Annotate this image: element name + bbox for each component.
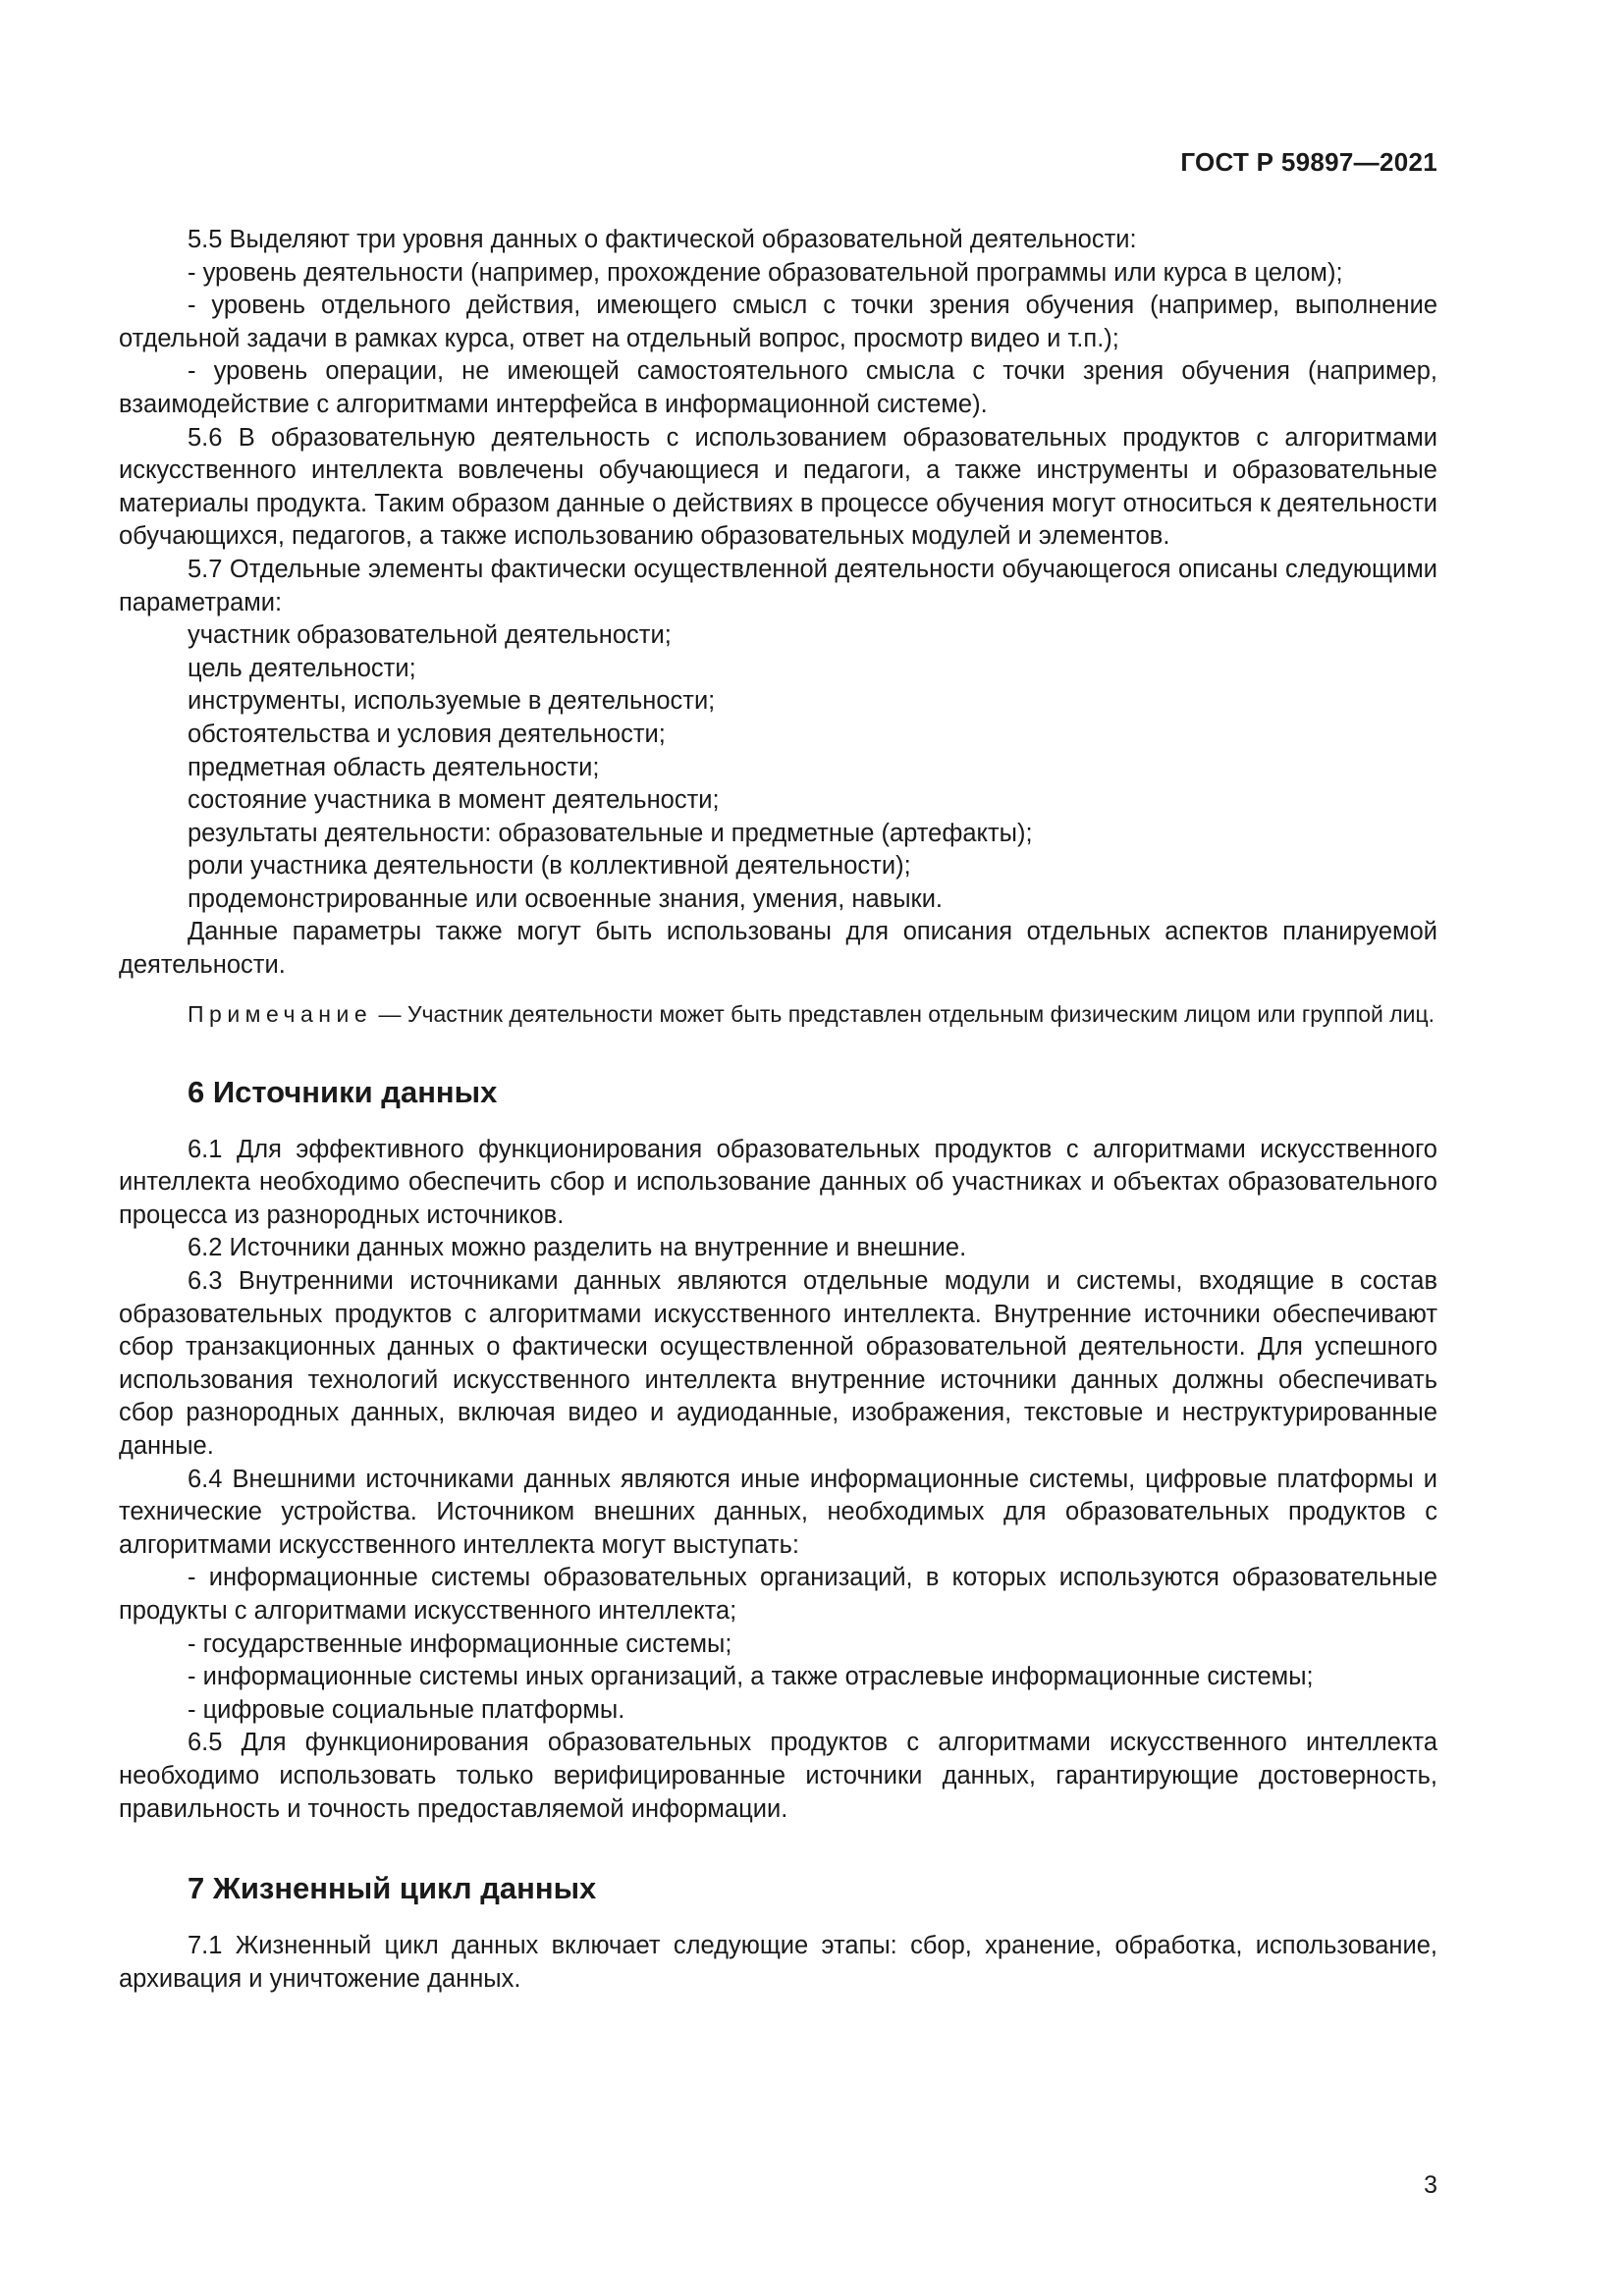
parameter-item: обстоятельства и условия деятельности;	[188, 720, 666, 748]
page-number: 3	[1424, 2171, 1437, 2199]
paragraph-5-6: 5.6 В образовательную деятельность с использованием образовательных продуктов с алгоритмами искусственного интеллекта вовлечены обучающиеся и педагоги, а также инструменты и образовательные материалы продукта. Таким образом данные о действиях в процессе обучения могут относиться к деятельности обучающихся, педагогов, а также использованию образовательных модулей и элементов.	[119, 423, 1437, 551]
paragraph-6-3: 6.3 Внутренними источниками данных являются отдельные модули и системы, входящие в состав образовательных продуктов с алгоритмами искусственного интеллекта. Внутренние источники обеспечивают сбор транзакционных данных о фактически осуществленной образовательной деятельности. Для успешного использования технологий искусственного интеллекта внутренние источники данных должны обеспечивать сбор разнородных данных, включая видео и аудиоданные, изображения, текстовые и неструктурированные данные.	[119, 1267, 1437, 1460]
note-text: — Участник деятельности может быть представлен отдельным физическим лицом или группой лиц.	[372, 1000, 1435, 1027]
page-content	[119, 224, 1437, 1996]
paragraph-5-5: 5.5 Выделяют три уровня данных о фактической образовательной деятельности:	[188, 226, 1137, 253]
section-7-title: 7 Жизненный цикл данных	[188, 1871, 597, 1906]
document-code: ГОСТ Р 59897—2021	[1180, 147, 1437, 177]
paragraph-5-7: 5.7 Отдельные элементы фактически осуществленной деятельности обучающегося описаны следующими параметрами:	[119, 555, 1437, 616]
list-item: - государственные информационные системы;	[188, 1629, 732, 1658]
paragraph-6-1: 6.1 Для эффективного функционирования образовательных продуктов с алгоритмами искусственного интеллекта необходимо обеспечить сбор и использование данных об участниках и объектах образовательного процесса из разнородных источников.	[119, 1135, 1437, 1229]
parameter-item: продемонстрированные или освоенные знания, умения, навыки.	[188, 884, 944, 913]
parameter-item: участник образовательной деятельности;	[188, 621, 672, 650]
parameter-item: цель деятельности;	[188, 654, 416, 682]
list-item: - уровень отдельного действия, имеющего смысл с точки зрения обучения (например, выполнение отдельной задачи в рамках курса, ответ на отдельный вопрос, просмотр видео и т.п.);	[119, 292, 1437, 352]
paragraph-6-2: 6.2 Источники данных можно разделить на внутренние и внешние.	[188, 1234, 967, 1262]
paragraph-5-7-tail: Данные параметры также могут быть использованы для описания отдельных аспектов планируемой деятельности.	[119, 918, 1437, 980]
paragraph-6-4: 6.4 Внешними источниками данных являются иные информационные системы, цифровые платформы и технические устройства. Источником внешних данных, необходимых для образовательных продуктов с алгоритмами искусственного интеллекта могут выступать:	[119, 1465, 1437, 1559]
list-item: - информационные системы образовательных организаций, в которых используются образовательные продукты с алгоритмами искусственного интеллекта;	[119, 1564, 1437, 1625]
parameter-item: состояние участника в момент деятельности;	[188, 786, 720, 815]
note	[119, 998, 1437, 1030]
paragraph-6-5: 6.5 Для функционирования образовательных продуктов с алгоритмами искусственного интеллекта необходимо использовать только верифицированные источники данных, гарантирующие достоверность, правильность и точность предоставляемой информации.	[119, 1729, 1437, 1823]
section-6-title: 6 Источники данных	[188, 1074, 498, 1109]
list-item: - цифровые социальные платформы.	[188, 1695, 625, 1724]
list-item: - уровень операции, не имеющей самостоятельного смысла с точки зрения обучения (например, взаимодействие с алгоритмами интерфейса в информационной системе).	[119, 357, 1437, 418]
parameter-item: результаты деятельности: образовательные и предметные (артефакты);	[188, 819, 1033, 847]
parameter-item: предметная область деятельности;	[188, 753, 600, 781]
parameter-item: инструменты, используемые в деятельности;	[188, 687, 716, 716]
parameter-item: роли участника деятельности (в коллективной деятельности);	[188, 852, 911, 881]
paragraph-7-1: 7.1 Жизненный цикл данных включает следующие этапы: сбор, хранение, обработка, использование, архивация и уничтожение данных.	[119, 1932, 1437, 1993]
list-item: - информационные системы иных организаций, а также отраслевые информационные системы;	[188, 1663, 1314, 1691]
note-label: Примечание	[188, 1000, 373, 1027]
list-item: - уровень деятельности (например, прохождение образовательной программы или курса в целом);	[188, 258, 1343, 287]
